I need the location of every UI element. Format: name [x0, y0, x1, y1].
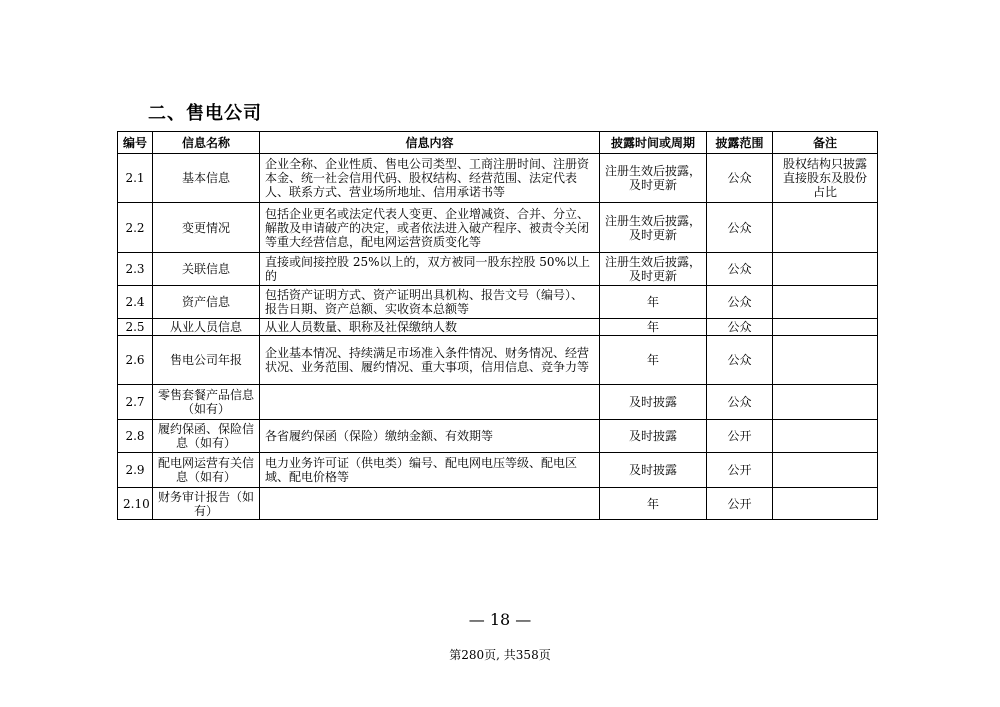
row-time: 年: [600, 286, 707, 319]
row-name: 配电网运营有关信息（如有）: [153, 453, 260, 488]
row-name: 零售套餐产品信息（如有）: [153, 385, 260, 420]
row-id: 2.8: [118, 420, 153, 453]
row-time: 及时披露: [600, 385, 707, 420]
row-time: 注册生效后披露，及时更新: [600, 253, 707, 286]
row-content: 各省履约保函（保险）缴纳金额、有效期等: [260, 420, 600, 453]
row-note: [773, 385, 878, 420]
row-content: [260, 385, 600, 420]
disclosure-table: [117, 131, 878, 520]
row-note: [773, 420, 878, 453]
row-note: [773, 286, 878, 319]
table-row: [118, 385, 878, 420]
header-time: 披露时间或周期: [600, 132, 707, 154]
row-note: [773, 203, 878, 253]
row-time: 年: [600, 319, 707, 336]
table-row: [118, 319, 878, 336]
row-note: 股权结构只披露直接股东及股份占比: [773, 154, 878, 203]
row-id: 2.10: [118, 488, 153, 520]
row-name: 资产信息: [153, 286, 260, 319]
table-row: [118, 336, 878, 385]
row-content: 直接或间接控股 25%以上的，双方被同一股东控股 50%以上的: [260, 253, 600, 286]
row-content: 包括资产证明方式、资产证明出具机构、报告文号（编号）、报告日期、资产总额、实收资本总额等: [260, 286, 600, 319]
row-scope: 公众: [707, 319, 773, 336]
table-row: [118, 286, 878, 319]
row-content: 电力业务许可证（供电类）编号、配电网电压等级、配电区域、配电价格等: [260, 453, 600, 488]
table-row: [118, 203, 878, 253]
row-scope: 公众: [707, 385, 773, 420]
row-name: 售电公司年报: [153, 336, 260, 385]
row-scope: 公开: [707, 488, 773, 520]
row-content: 包括企业更名或法定代表人变更、企业增减资、合并、分立、解散及申请破产的决定，或者依法进入破产程序、被责令关闭等重大经营信息，配电网运营资质变化等: [260, 203, 600, 253]
row-scope: 公众: [707, 154, 773, 203]
row-id: 2.1: [118, 154, 153, 203]
row-note: [773, 319, 878, 336]
row-note: [773, 453, 878, 488]
table-row: [118, 154, 878, 203]
table-row: [118, 488, 878, 520]
row-content: [260, 488, 600, 520]
header-content: 信息内容: [260, 132, 600, 154]
row-content: 从业人员数量、职称及社保缴纳人数: [260, 319, 600, 336]
row-note: [773, 336, 878, 385]
row-note: [773, 488, 878, 520]
row-content: 企业全称、企业性质、售电公司类型、工商注册时间、注册资本金、统一社会信用代码、股权结构、经营范围、法定代表人、联系方式、营业场所地址、信用承诺书等: [260, 154, 600, 203]
row-id: 2.4: [118, 286, 153, 319]
header-scope: 披露范围: [707, 132, 773, 154]
row-note: [773, 253, 878, 286]
header-id: 编号: [118, 132, 153, 154]
row-scope: 公众: [707, 203, 773, 253]
row-name: 履约保函、保险信息（如有）: [153, 420, 260, 453]
row-scope: 公众: [707, 253, 773, 286]
section-title: 二、售电公司: [148, 103, 262, 124]
row-time: 及时披露: [600, 420, 707, 453]
row-id: 2.6: [118, 336, 153, 385]
row-time: 年: [600, 488, 707, 520]
row-name: 关联信息: [153, 253, 260, 286]
page-number: — 18 —: [468, 610, 532, 629]
row-time: 及时披露: [600, 453, 707, 488]
row-name: 变更情况: [153, 203, 260, 253]
row-id: 2.7: [118, 385, 153, 420]
row-id: 2.2: [118, 203, 153, 253]
table-row: [118, 253, 878, 286]
row-time: 年: [600, 336, 707, 385]
row-id: 2.5: [118, 319, 153, 336]
row-time: 注册生效后披露，及时更新: [600, 154, 707, 203]
table-row: [118, 453, 878, 488]
header-note: 备注: [773, 132, 878, 154]
row-id: 2.9: [118, 453, 153, 488]
row-scope: 公开: [707, 453, 773, 488]
row-content: 企业基本情况、持续满足市场准入条件情况、财务情况、经营状况、业务范围、履约情况、重大事项，信用信息、竞争力等: [260, 336, 600, 385]
row-scope: 公众: [707, 336, 773, 385]
row-time: 注册生效后披露，及时更新: [600, 203, 707, 253]
table-header-row: [118, 132, 878, 154]
row-scope: 公众: [707, 286, 773, 319]
row-scope: 公开: [707, 420, 773, 453]
row-name: 从业人员信息: [153, 319, 260, 336]
row-name: 基本信息: [153, 154, 260, 203]
row-name: 财务审计报告（如有）: [153, 488, 260, 520]
header-name: 信息名称: [153, 132, 260, 154]
table-row: [118, 420, 878, 453]
page-footer: 第280页, 共358页: [449, 648, 551, 662]
row-id: 2.3: [118, 253, 153, 286]
